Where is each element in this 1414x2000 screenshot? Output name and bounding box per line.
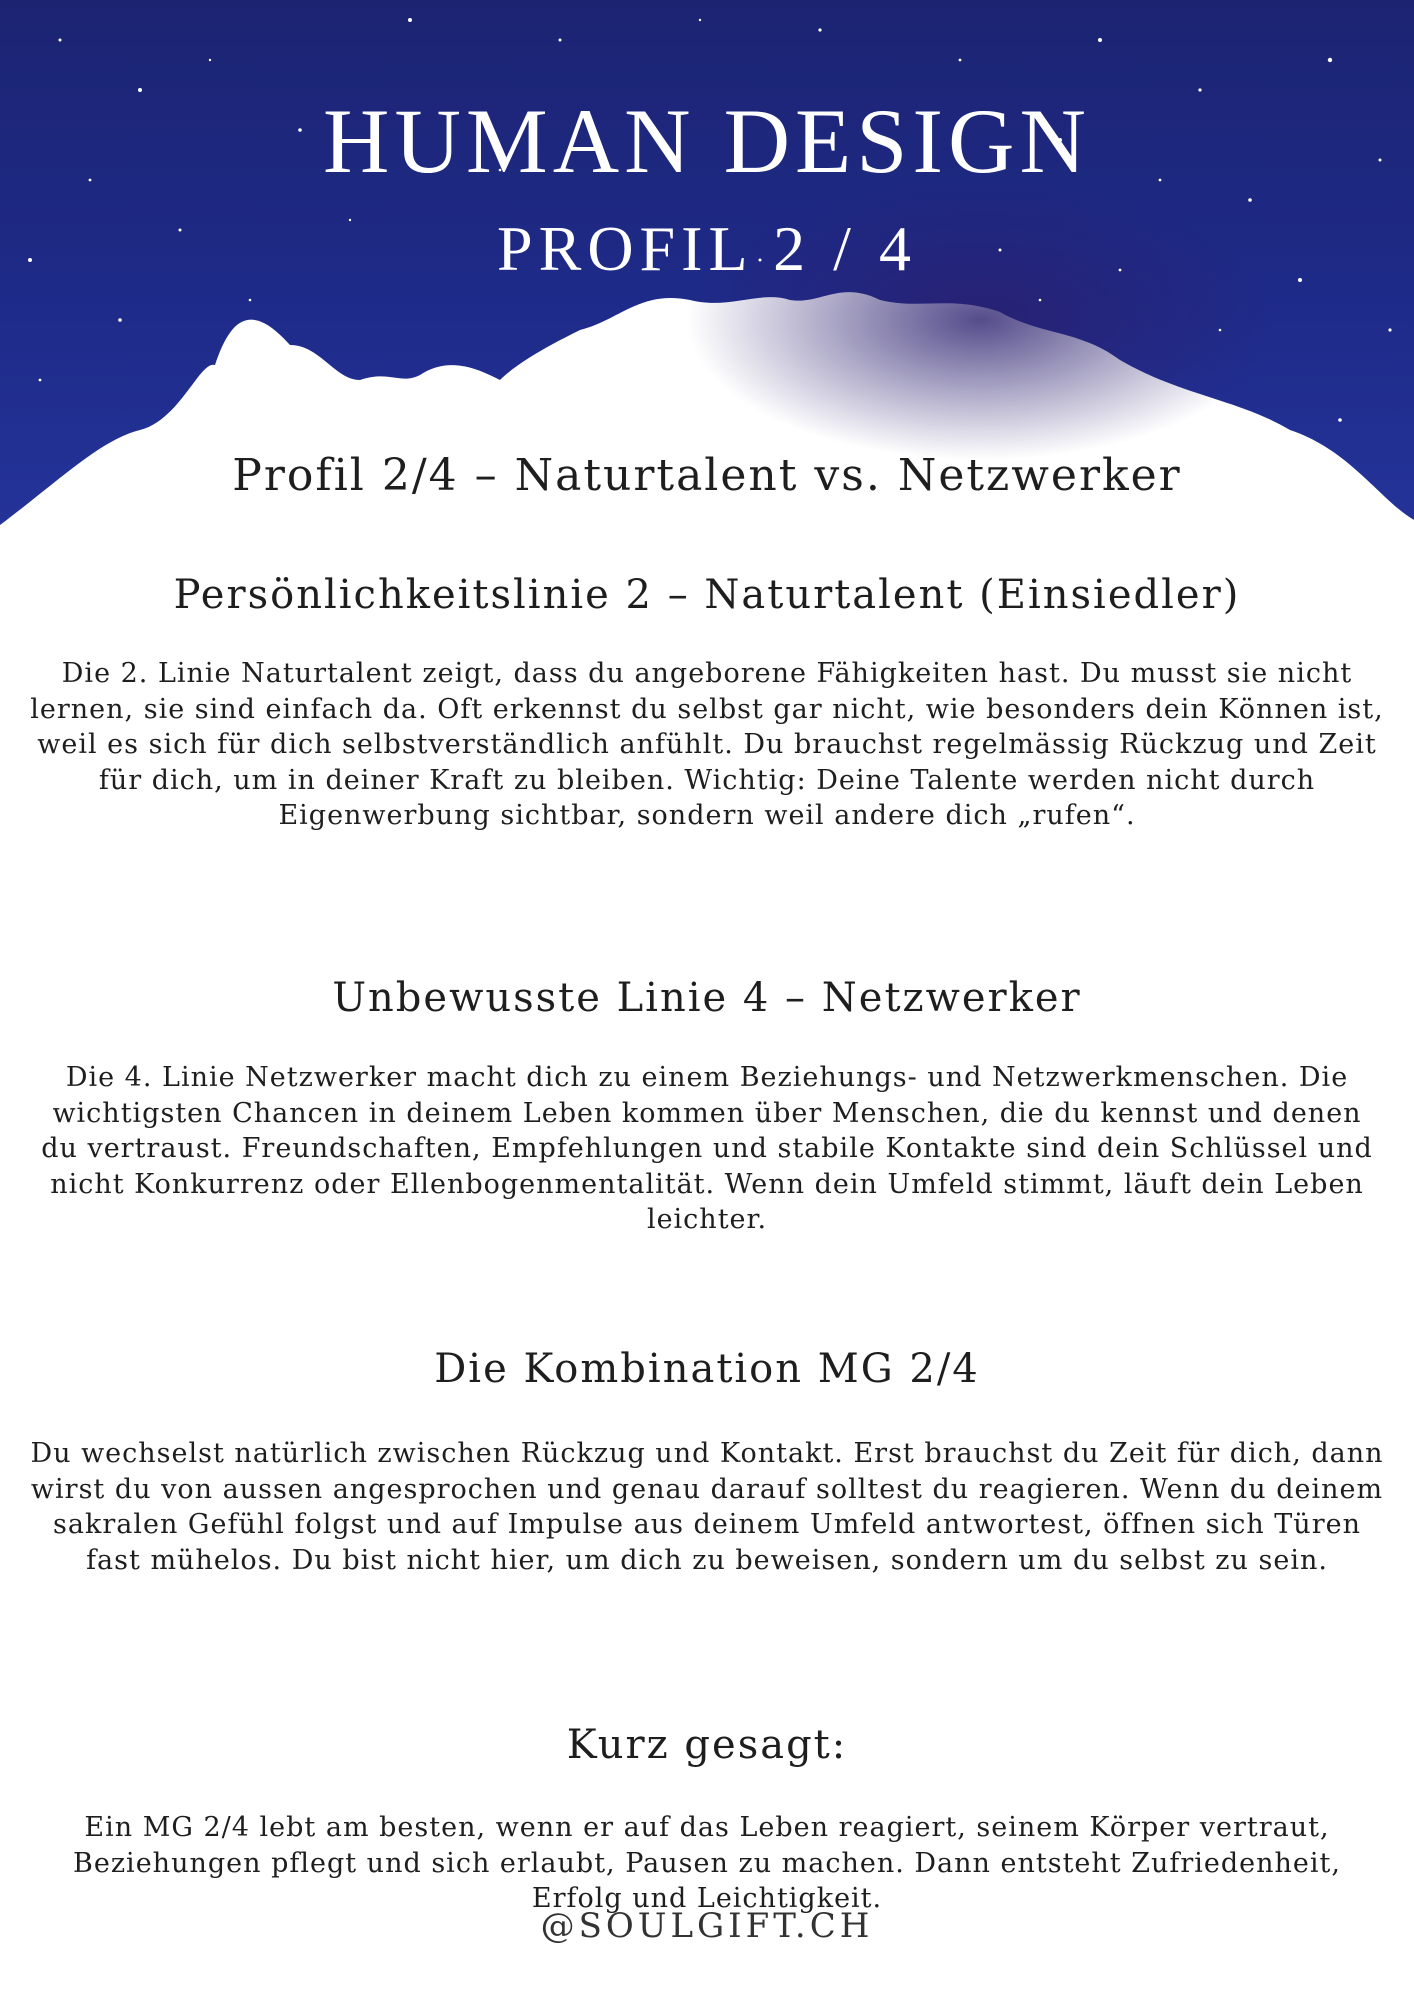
- section-text-summary: Ein MG 2/4 lebt am besten, wenn er auf das Leben reagiert, seinem Körper vertraut, Beziehungen pflegt und sich erlaubt, Pausen zu machen. Dann entsteht Zufriedenheit, Erfolg und Leichtigkeit.: [73, 1812, 1341, 1914]
- section-heading-unconscious-line: Unbewusste Linie 4 – Netzwerker: [332, 975, 1082, 1021]
- page-title: HUMAN DESIGN: [323, 90, 1091, 192]
- section-text-combination: Du wechselst natürlich zwischen Rückzug und Kontakt. Erst brauchst du Zeit für dich, dann wirst du von aussen angesprochen und genau darauf solltest du reagieren. Wenn du deinem sakralen Gefühl folgst und auf Impulse aus deinem Umfeld antwortest, öffnen sich Türen fast mühelos. Du bist nicht hier, um dich zu beweisen, sondern um du selbst zu sein.: [30, 1438, 1384, 1576]
- section-heading-combination: Die Kombination MG 2/4: [434, 1346, 980, 1392]
- social-handle: @SOULGIFT.CH: [540, 1906, 874, 1946]
- section-text-personality-line: Die 2. Linie Naturtalent zeigt, dass du angeborene Fähigkeiten hast. Du musst sie nicht lernen, sie sind einfach da. Oft erkennst du selbst gar nicht, wie besonders dein Können ist, weil es sich für dich selbstverständlich anfühlt. Du brauchst regelmässig Rückzug und Zeit für dich, um in deiner Kraft zu bleiben. Wichtig: Deine Talente werden nicht durch Eigenwerbung sichtbar, sondern weil andere dich „rufen“.: [30, 658, 1384, 831]
- section-heading-summary: Kurz gesagt:: [566, 1722, 848, 1768]
- section-heading-personality-line: Persönlichkeitslinie 2 – Naturtalent (Einsiedler): [173, 572, 1241, 618]
- section-text-unconscious-line: Die 4. Linie Netzwerker macht dich zu einem Beziehungs- und Netzwerkmenschen. Die wichtigsten Chancen in deinem Leben kommen über Menschen, die du kennst und denen du vertraust. Freundschaften, Empfehlungen und stabile Kontakte sind dein Schlüssel und nicht Konkurrenz oder Ellenbogenmentalität. Wenn dein Umfeld stimmt, läuft dein Leben leichter.: [41, 1062, 1373, 1235]
- main-heading: Profil 2/4 – Naturtalent vs. Netzwerker: [232, 450, 1182, 501]
- page-subtitle: PROFIL 2 / 4: [497, 213, 917, 284]
